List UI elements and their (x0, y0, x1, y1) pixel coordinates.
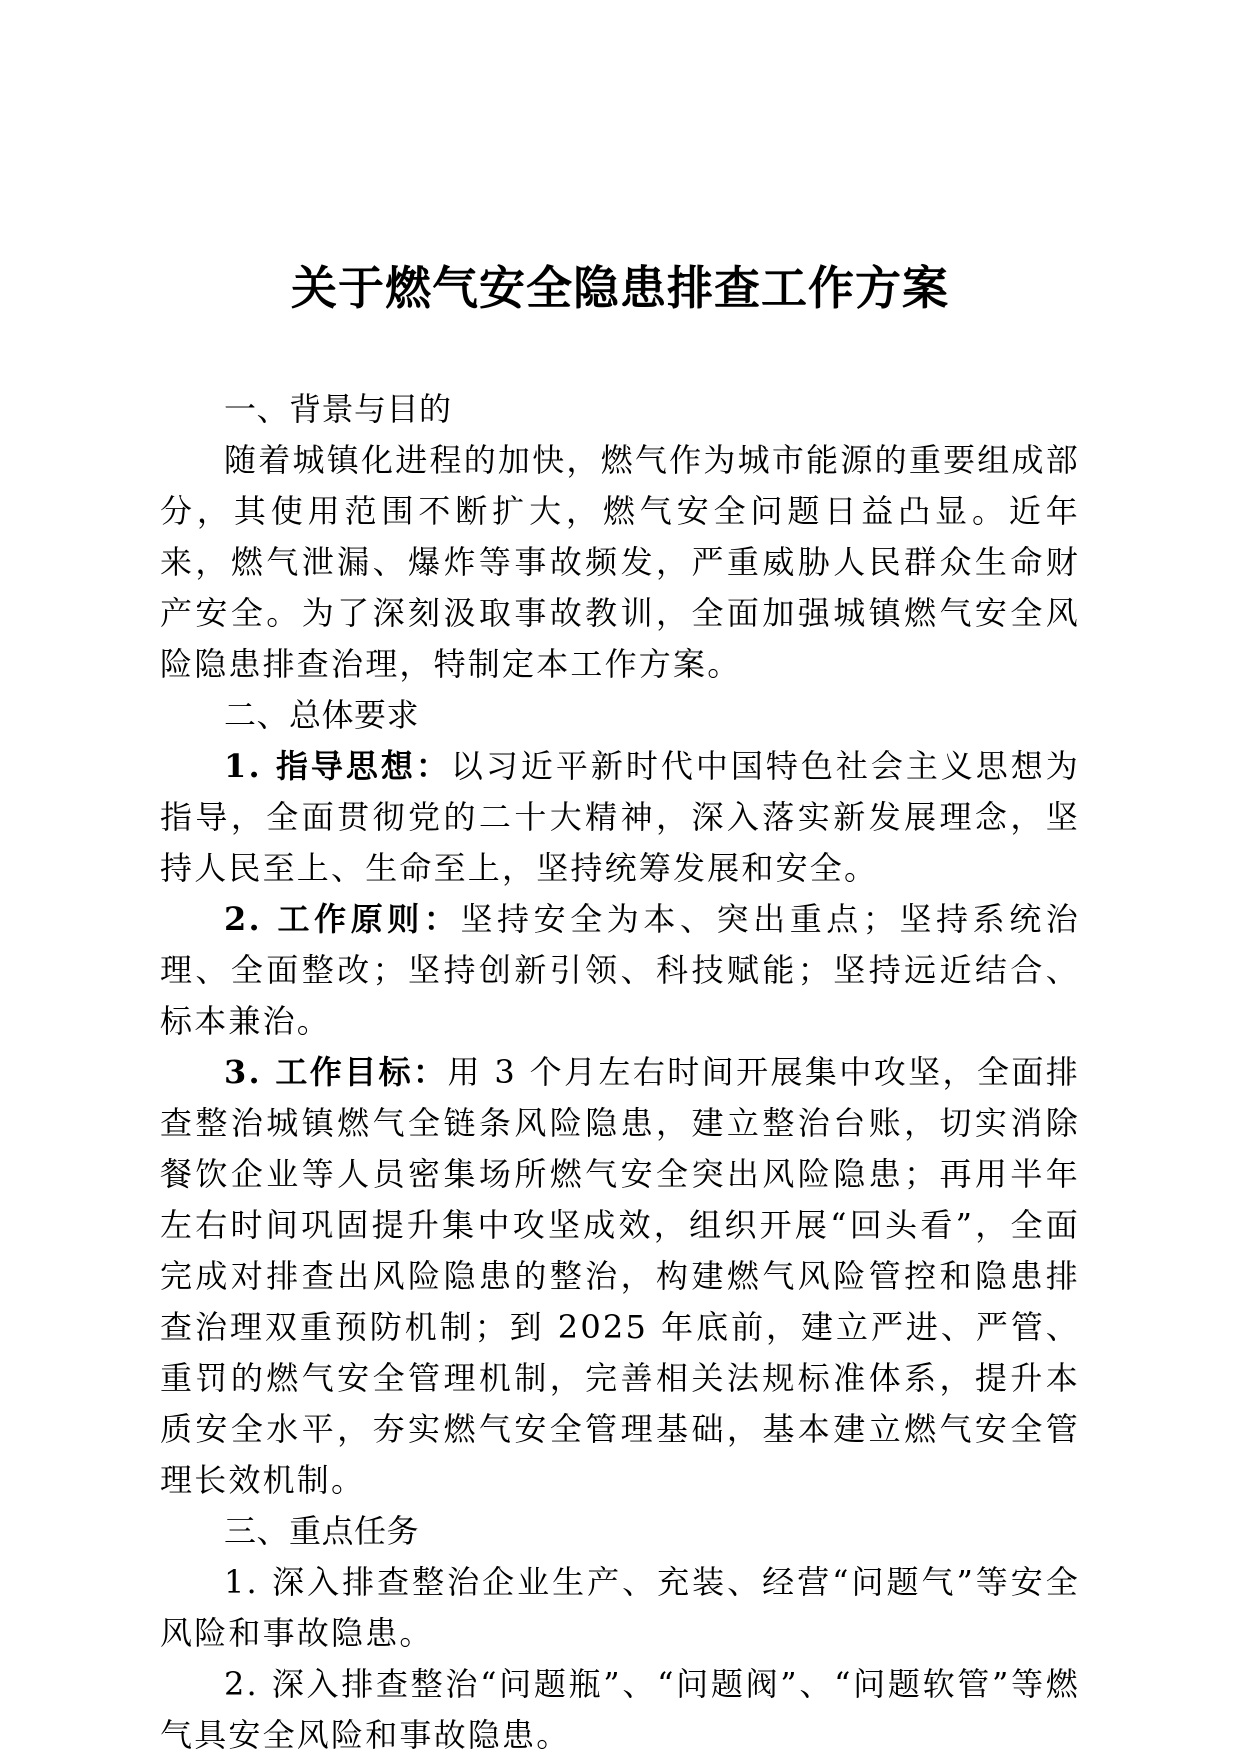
document-body (160, 384, 1080, 1761)
requirement-text: 以习近平新时代中国特色社会主义思想为指导，全面贯彻党的二十大精神，深入落实新发展理念，坚持人民至上、生命至上，坚持统筹发展和安全。 (160, 747, 1080, 887)
task-item: 2. 深入排查整治“问题瓶”、“问题阀”、“问题软管”等燃气具安全风险和事故隐患。 (160, 1665, 1080, 1754)
section-heading-requirements: 二、总体要求 (224, 696, 420, 734)
requirement-text: 用 3 个月左右时间开展集中攻坚，全面排查整治城镇燃气全链条风险隐患，建立整治台账，切实消除餐饮企业等人员密集场所燃气安全突出风险隐患；再用半年左右时间巩固提升集中攻坚成效，组织开展“回头看”，全面完成对排查出风险隐患的整治，构建燃气风险管控和隐患排查治理双重预防机制；到 2025 年底前，建立严进、严管、重罚的燃气安全管理机制，完善相关法规标准体系，提升本质安全水平，夯实燃气安全管理基础，基本建立燃气安全管理长效机制。 (160, 1053, 1080, 1499)
section-paragraph-background: 随着城镇化进程的加快，燃气作为城市能源的重要组成部分，其使用范围不断扩大，燃气安全问题日益凸显。近年来，燃气泄漏、爆炸等事故频发，严重威胁人民群众生命财产安全。为了深刻汲取事故教训，全面加强城镇燃气安全风险隐患排查治理，特制定本工作方案。 (160, 441, 1080, 683)
requirement-lead: 3. 工作目标： (224, 1053, 448, 1091)
requirement-lead: 1. 指导思想： (224, 747, 451, 785)
section-heading-key-tasks: 三、重点任务 (224, 1512, 420, 1550)
task-item: 1. 深入排查整治企业生产、充装、经营“问题气”等安全风险和事故隐患。 (160, 1563, 1080, 1652)
document-title: 关于燃气安全隐患排查工作方案 (291, 261, 949, 315)
requirement-item-guiding-thought (160, 741, 1080, 894)
requirement-lead: 2. 工作原则： (224, 900, 461, 938)
requirement-text: 坚持安全为本、突出重点；坚持系统治理、全面整改；坚持创新引领、科技赋能；坚持远近结合、标本兼治。 (160, 900, 1080, 1040)
requirement-item-goals (160, 1047, 1080, 1506)
requirement-item-principles (160, 894, 1080, 1047)
section-heading-background: 一、背景与目的 (224, 390, 452, 428)
